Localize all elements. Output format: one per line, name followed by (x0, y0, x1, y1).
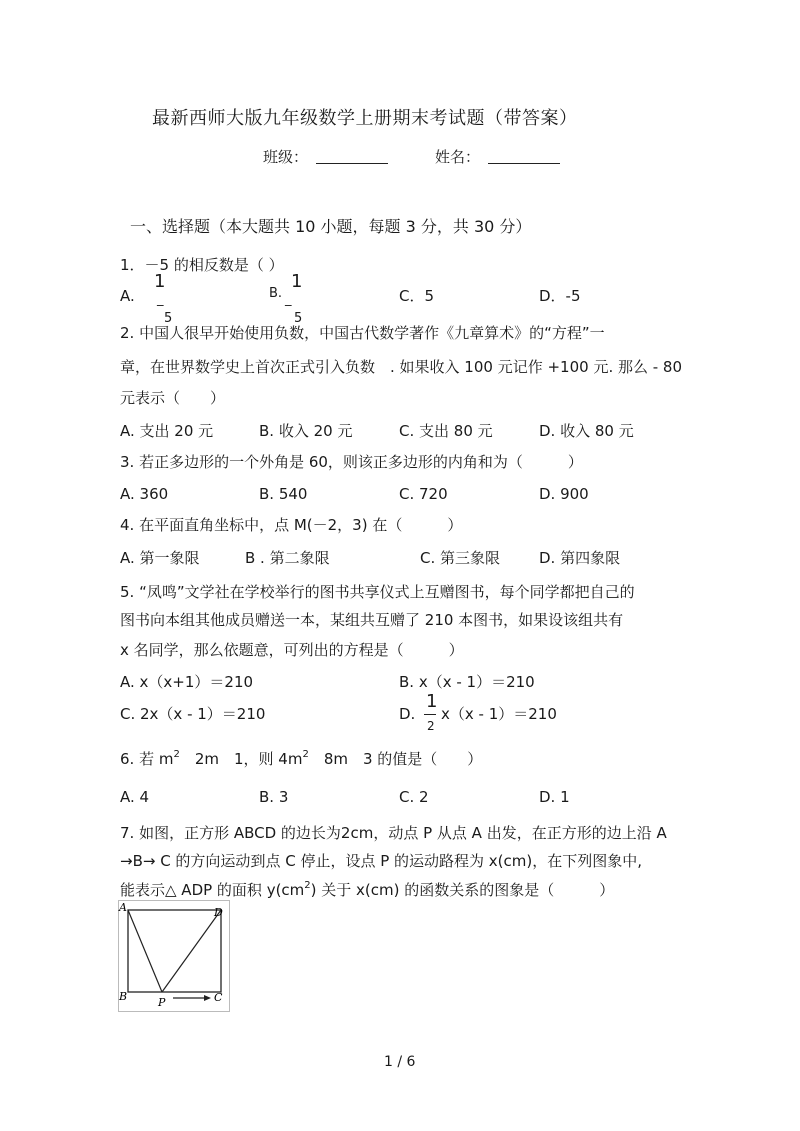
q4-option-a: A. 第一象限 (120, 549, 200, 567)
q1-option-b-numerator: 1 (291, 271, 303, 292)
square-abcd-figure (118, 900, 230, 1012)
square-abcd (128, 910, 221, 992)
q5-option-d-fraction-bar (424, 714, 436, 715)
page-number: 1 / 6 (384, 1054, 416, 1070)
point-label-p: P (158, 996, 166, 1009)
class-label: 班级： (263, 148, 309, 166)
q3-option-d: D. 900 (539, 485, 589, 503)
vertex-label-d: D (214, 906, 223, 919)
vertex-label-b: B (119, 990, 128, 1003)
q7-line2: →B→ C 的方向运动到点 C 停止，设点 P 的运动路程为 x(cm)，在下列图象中, (120, 852, 643, 870)
q6-exponent-1: 2 (173, 749, 180, 760)
q5-option-a: A. x（x+1）＝210 (120, 673, 254, 691)
q6-option-a: A. 4 (120, 788, 150, 806)
q2-option-d: D. 收入 80 元 (539, 422, 634, 440)
q5-option-d-label: D. (399, 705, 416, 723)
q5-line1: 5. “凤鸣”文学社在学校举行的图书共享仪式上互赠图书，每个同学都把自己的 (120, 583, 635, 601)
vertex-label-c: C (214, 991, 223, 1004)
q6-stem-part1: 6. 若 m (120, 750, 174, 768)
q2-option-a: A. 支出 20 元 (120, 422, 214, 440)
q4-stem: 4. 在平面直角坐标中，点 M(－2，3) 在（ ） (120, 516, 463, 534)
q2-line3: 元表示（ ） (120, 389, 226, 407)
q1-option-a-bar: _ (157, 292, 164, 307)
q7-line1: 7. 如图，正方形 ABCD 的边长为2cm，动点 P 从点 A 出发，在正方形的边上沿 A (120, 824, 667, 842)
q2-line2: 章，在世界数学史上首次正式引入负数 . 如果收入 100 元记作 +100 元. 那么 - 80 (120, 358, 683, 376)
q1-option-d: D．-5 (539, 287, 581, 305)
q6-option-b: B. 3 (259, 788, 289, 806)
q1-option-a-label: A. (120, 287, 135, 305)
figure-frame (119, 901, 230, 1012)
q7-line3-exponent: 2 (304, 880, 311, 891)
q1-stem: 1．－5 的相反数是（ ） (120, 256, 284, 274)
q2-option-b: B. 收入 20 元 (259, 422, 353, 440)
q2-option-c: C. 支出 80 元 (399, 422, 493, 440)
q5-option-b: B. x（x - 1）＝210 (399, 673, 535, 691)
q3-option-c: C. 720 (399, 485, 448, 503)
q1-option-b-denominator: 5 (294, 311, 303, 326)
q5-option-d-denominator: 2 (427, 719, 435, 733)
class-field (263, 147, 388, 167)
q7-line3-part1: 能表示△ ADP 的面积 y(cm (120, 881, 305, 899)
vertex-label-a: A (119, 901, 127, 914)
q2-line1: 2. 中国人很早开始使用负数，中国古代数学著作《九章算术》的“方程”一 (120, 324, 605, 342)
q6-stem (120, 749, 482, 772)
q7-line3-part2: ) 关于 x(cm) 的函数关系的图象是（ ） (310, 881, 615, 899)
q4-option-c: C. 第三象限 (420, 549, 501, 567)
name-blank (488, 149, 560, 164)
q5-option-c: C. 2x（x - 1）＝210 (120, 705, 266, 723)
class-blank (316, 149, 388, 164)
q1-option-c: C．5 (399, 287, 435, 305)
name-field (435, 147, 560, 167)
q6-stem-part3: 8m 3 的值是（ ） (308, 750, 483, 768)
q5-option-d-rest: x（x - 1）＝210 (441, 705, 557, 723)
name-label: 姓名： (435, 148, 481, 166)
q4-option-d: D. 第四象限 (539, 549, 621, 567)
q3-option-b: B. 540 (259, 485, 308, 503)
q3-option-a: A. 360 (120, 485, 169, 503)
q1-option-a-numerator: 1 (154, 271, 166, 292)
section-heading: 一、选择题（本大题共 10 小题，每题 3 分，共 30 分） (130, 217, 532, 236)
q3-stem: 3. 若正多边形的一个外角是 60，则该正多边形的内角和为（ ） (120, 453, 583, 471)
q1-option-b-bar: _ (285, 292, 292, 307)
motion-arrow-head (204, 995, 211, 1001)
page-title: 最新西师大版九年级数学上册期末考试题（带答案） (152, 108, 578, 129)
segment-ap (128, 910, 162, 992)
q5-line3: x 名同学，那么依题意，可列出的方程是（ ） (120, 641, 464, 659)
q5-option-d-numerator: 1 (426, 691, 438, 712)
q6-option-c: C. 2 (399, 788, 429, 806)
q5-line2: 图书向本组其他成员赠送一本，某组共互赠了 210 本图书，如果设该组共有 (120, 611, 624, 629)
q6-option-d: D. 1 (539, 788, 570, 806)
q1-option-b-label: B. (269, 286, 283, 301)
segment-dp (162, 910, 221, 992)
q6-exponent-2: 2 (302, 749, 309, 760)
q4-option-b: B . 第二象限 (245, 549, 330, 567)
q1-option-a-denominator: 5 (164, 311, 173, 326)
q6-stem-part2: 2m 1，则 4m (179, 750, 303, 768)
